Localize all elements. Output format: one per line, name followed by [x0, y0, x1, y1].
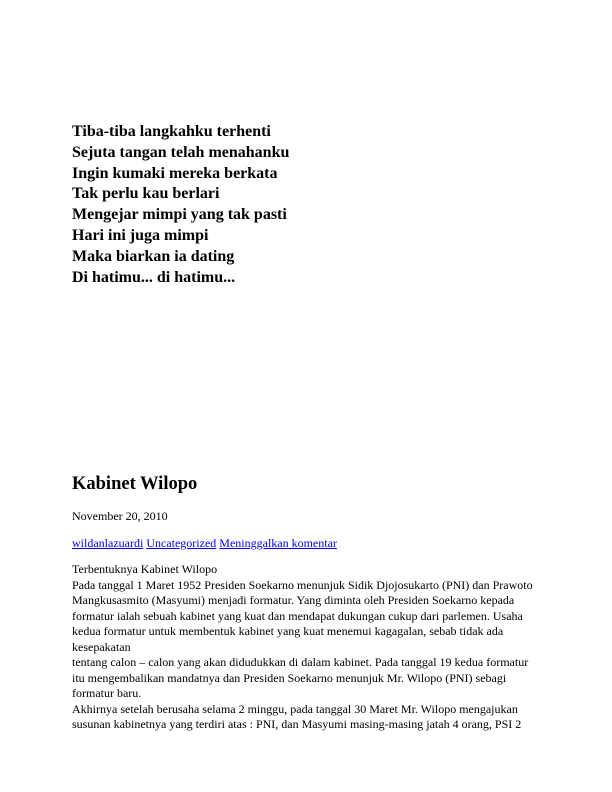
poem-line: Maka biarkan ia dating: [72, 247, 235, 265]
body-line: itu mengembalikan mandatnya dan Presiden Soekarno menunjuk Mr. Wilopo (PNI) sebagi: [72, 670, 507, 685]
category-link[interactable]: Uncategorized: [146, 536, 217, 550]
body-line: susunan kabinetnya yang terdiri atas : PNI, dan Masyumi masing-masing jatah 4 orang, PSI 2: [72, 717, 522, 731]
body-line: Mangkusasmito (Masyumi) menjadi formatur. Yang diminta oleh Presiden Soekarno kepada: [72, 593, 515, 607]
body-line: formatur ialah sebuah kabinet yang kuat dan mendapat dukungan cukup dari parlemen. Usaha: [72, 608, 523, 623]
body-line: tentang calon – calon yang akan didudukkan di dalam kabinet. Pada tanggal 19 kedua formatur: [72, 655, 529, 669]
post-date: November 20, 2010: [72, 509, 168, 523]
body-line: Terbentuknya Kabinet Wilopo: [72, 562, 218, 576]
poem-line: Tak perlu kau berlari: [72, 185, 220, 203]
post-meta: [72, 536, 337, 551]
body-line: Akhirnya setelah berusaha selama 2 minggu, pada tanggal 30 Maret Mr. Wilopo mengajukan: [72, 701, 518, 716]
leave-comment-link[interactable]: Meninggalkan komentar: [219, 536, 337, 550]
post-body: [72, 562, 542, 733]
poem-line: Mengejar mimpi yang tak pasti: [72, 206, 287, 224]
body-line: kedua formatur untuk membentuk kabinet yang kuat menemui kagagalan, sebab tidak ada: [72, 624, 504, 638]
poem-line: Ingin kumaki mereka berkata: [72, 164, 278, 182]
body-line: Pada tanggal 1 Maret 1952 Presiden Soekarno menunjuk Sidik Djojosukarto (PNI) dan Prawoto: [72, 577, 533, 592]
poem-line: Tiba-tiba langkahku terhenti: [72, 123, 271, 140]
poem-line: Hari ini juga mimpi: [72, 226, 209, 244]
poem-line: Di hatimu... di hatimu...: [72, 268, 236, 286]
body-line: formatur baru.: [72, 686, 142, 700]
body-line: kesepakatan: [72, 639, 131, 654]
post-title: Kabinet Wilopo: [72, 474, 198, 494]
poem-line: Sejuta tangan telah menahanku: [72, 143, 290, 161]
author-link[interactable]: wildanlazuardi: [72, 536, 144, 550]
poem-block: [72, 122, 289, 288]
